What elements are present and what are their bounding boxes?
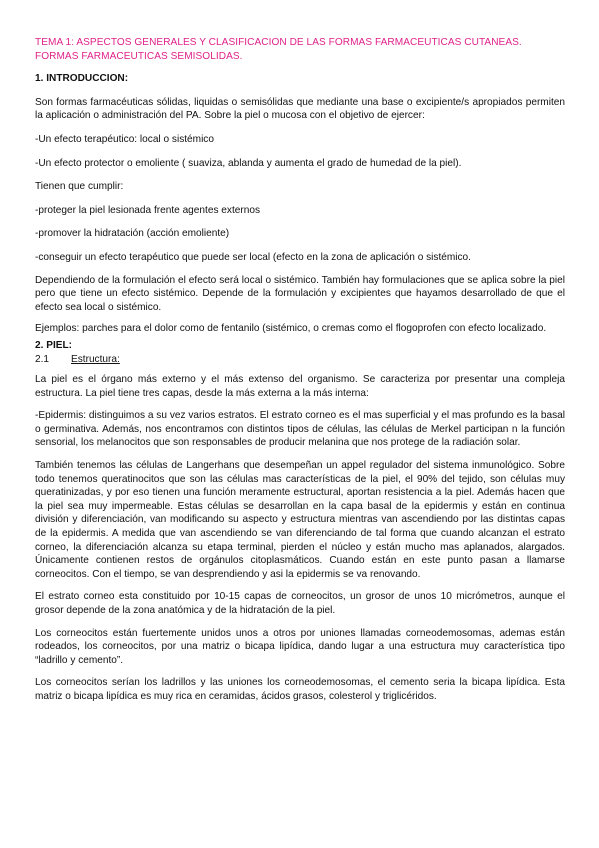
section-heading-introduccion: 1. INTRODUCCION: bbox=[35, 73, 129, 85]
requirement-item-1: -proteger la piel lesionada frente agentes externos bbox=[35, 204, 261, 216]
subsection-number: 2.1 bbox=[35, 353, 50, 365]
requirement-item-3: -conseguir un efecto terapéutico que puede ser local (efecto en la zona de aplicación o sistémico. bbox=[35, 251, 471, 263]
intro-paragraph-1: Son formas farmacéuticas sólidas, liquidas o semisólidas que mediante una base o excipiente/s apropiados permiten la aplicación o administración del PA. Sobre la piel o mucosa con el objetivo de ejercer: bbox=[35, 96, 565, 122]
document-title: TEMA 1: ASPECTOS GENERALES Y CLASIFICACION DE LAS FORMAS FARMACEUTICAS CUTANEAS. FORMAS FARMACEUTICAS SEMISOLIDAS. bbox=[35, 37, 522, 62]
requirements-label: Tienen que cumplir: bbox=[35, 181, 124, 193]
intro-paragraph-2: Dependiendo de la formulación el efecto será local o sistémico. También hay formulaciones que se aplica sobre la piel pero que tiene un efecto sistémico. Depende de la formulación y excipientes que hayamos desarrollado de que el efecto sea local o sistémico. bbox=[35, 274, 565, 313]
subsection-heading-estructura bbox=[35, 353, 565, 367]
effect-item-2: -Un efecto protector o emoliente ( suaviza, ablanda y aumenta el grado de humedad de la piel). bbox=[35, 157, 462, 169]
section-heading-piel: 2. PIEL: bbox=[35, 339, 73, 351]
piel-paragraph-bicapa: Los corneocitos serían los ladrillos y las uniones los corneodemosomas, el cemento seria la bicapa lipídica. Esta matriz o bicapa lipídica es muy rica en ceramidas, ácidos grasos, colesterol y triglicéridos. bbox=[35, 677, 565, 702]
piel-paragraph-epidermis: -Epidermis: distinguimos a su vez varios estratos. El estrato corneo es el mas superficial y el mas profundo es la basal o germinativa. Además, nos encontramos con distintos tipos de células, las células de Merkel participan n la función sensorial, los melanocitos que son responsables de producir melanina que nos protege de la radiación solar. bbox=[35, 410, 565, 449]
subsection-title: Estructura: bbox=[71, 353, 120, 365]
requirement-item-2: -promover la hidratación (acción emoliente) bbox=[35, 228, 230, 240]
piel-paragraph-estrato-corneo: El estrato corneo esta constituido por 10-15 capas de corneocitos, un grosor de unos 10 micrómetros, aunque el grosor depende de la zona anatómica y de la hidratación de la piel. bbox=[35, 591, 565, 616]
piel-paragraph-langerhans: También tenemos las células de Langerhans que desempeñan un appel regulador del sistema inmunológico. Sobre todo tenemos queratinocitos que son las células mas características de la piel, el 90% del tejido, son células muy queratinizadas, y por eso tienen una función meramente estructural, aportan resistencia a la piel. Además hacen que la piel sea muy impermeable. Estas células se desarrollan en la capa basal de la epidermis y están en continua división y diferenciación, van modificando su aspecto y estructura mientras van ascendiendo por las distintas capas de la epidermis. A medida que van ascendiendo se van diferenciando de tal forma que cuando alcanzan el estrato corneo, la diferenciación alcanza su etapa terminal, pierden el núcleo y están mucho mas aplanados, alargados. Únicamente contienen restos de orgánulos citoplasmáticos. Cuando están en este punto pasan a llamarse corneocitos. Con el tiempo, se van desprendiendo y asi la epidermis se va renovando. bbox=[35, 460, 565, 580]
piel-paragraph-1: La piel es el órgano más externo y el más extenso del organismo. Se caracteriza por presentar una compleja estructura. La piel tiene tres capas, desde la más externa a la más interna: bbox=[35, 374, 565, 399]
intro-paragraph-3: Ejemplos: parches para el dolor como de fentanilo (sistémico, o cremas como el flogoprofen con efecto localizado. bbox=[35, 323, 547, 335]
effect-item-1: -Un efecto terapéutico: local o sistémico bbox=[35, 133, 214, 145]
piel-paragraph-corneocitos: Los corneocitos están fuertemente unidos unos a otros por uniones llamadas corneodemosomas, ademas están rodeados, los corneocitos, por una matriz o bicapa lipídica, dando lugar a una estructura muy característica tipo “ladrillo y cemento”. bbox=[35, 627, 565, 666]
